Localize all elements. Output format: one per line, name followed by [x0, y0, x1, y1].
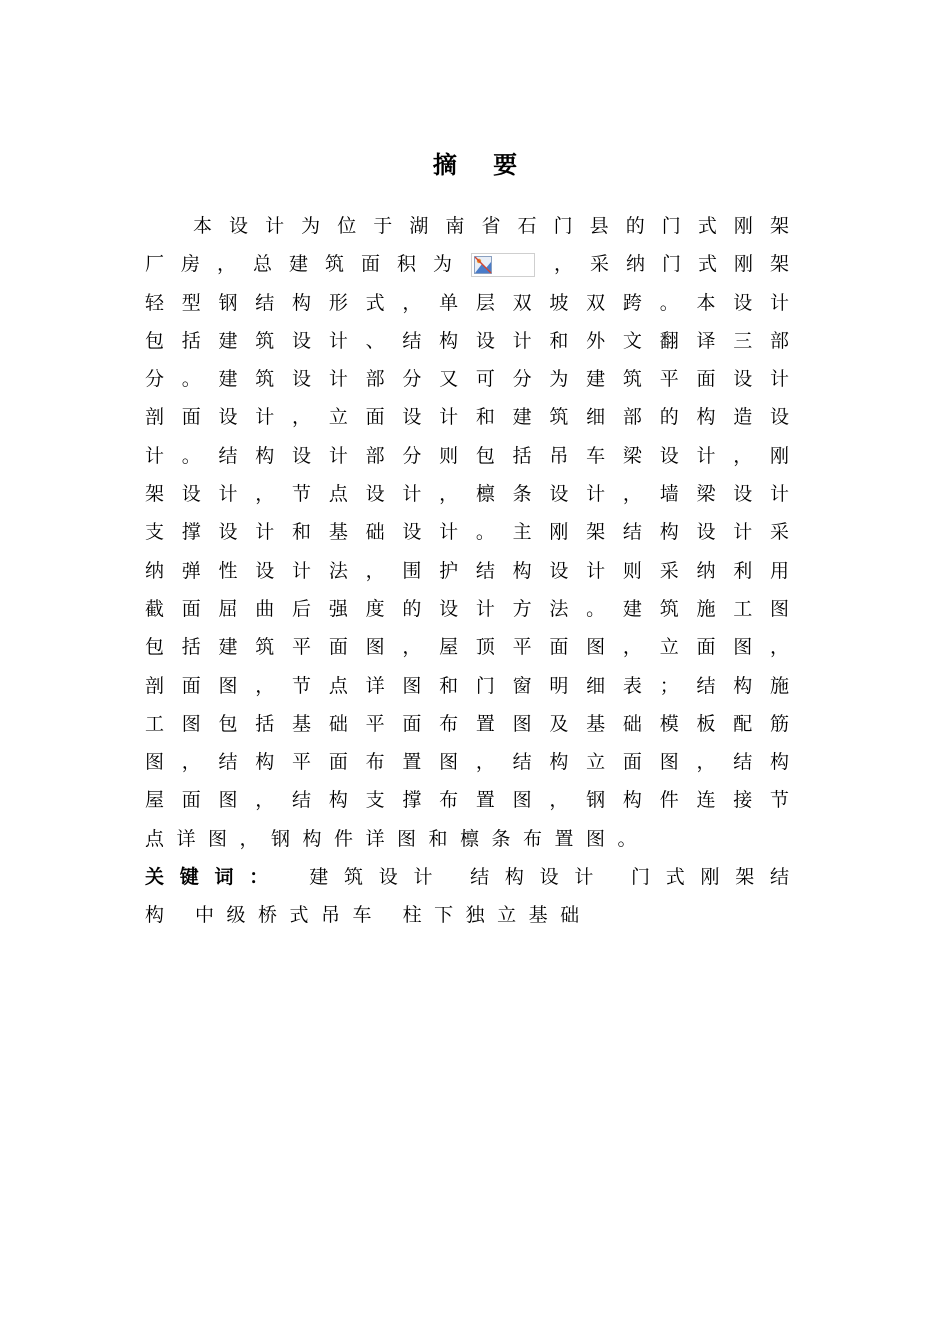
abstract-line: 架设计，节点设计，檩条设计，墙梁设计: [145, 483, 789, 506]
abstract-text: 厂房，总建筑面积为: [145, 253, 469, 276]
abstract-line: 截面屈曲后强度的设计方法。建筑施工图: [145, 597, 789, 620]
abstract-body: [145, 207, 789, 935]
abstract-line: 本设计为位于湖南省石门县的门式刚架: [193, 215, 789, 237]
abstract-line: 包括建筑设计、结构设计和外文翻译三部: [145, 329, 789, 352]
keywords-line: [145, 858, 789, 896]
abstract-line: 纳弹性设计法，围护结构设计则采纳利用: [145, 559, 789, 582]
abstract-line: 计。结构设计部分则包括吊车梁设计，刚: [145, 444, 789, 467]
abstract-line: 包括建筑平面图，屋顶平面图，立面图，: [145, 636, 789, 659]
abstract-line: 轻型钢结构形式，单层双坡双跨。本设计: [145, 291, 789, 314]
abstract-line: [145, 245, 789, 283]
keywords-text: 建筑设计 结构设计 门式刚架结: [293, 866, 789, 889]
broken-image-icon: [471, 253, 535, 277]
abstract-line: 图，结构平面布置图，结构立面图，结构: [145, 751, 789, 774]
keywords-label: 关键词：: [145, 866, 285, 889]
abstract-line: 支撑设计和基础设计。主刚架结构设计采: [145, 521, 789, 544]
page-title: 摘 要: [432, 151, 532, 179]
abstract-text: ，采纳门式刚架: [536, 253, 789, 276]
abstract-line: 分。建筑设计部分又可分为建筑平面设计: [145, 368, 789, 391]
keywords-line: 构 中级桥式吊车 柱下独立基础: [145, 904, 592, 927]
abstract-line: 工图包括基础平面布置图及基础模板配筋: [145, 712, 789, 735]
abstract-line: 剖面设计，立面设计和建筑细部的构造设: [145, 406, 789, 429]
abstract-line: 屋面图，结构支撑布置图，钢构件连接节: [145, 789, 789, 812]
abstract-line: 点详图，钢构件详图和檩条布置图。: [145, 827, 650, 850]
abstract-line: 剖面图，节点详图和门窗明细表；结构施: [145, 674, 789, 697]
